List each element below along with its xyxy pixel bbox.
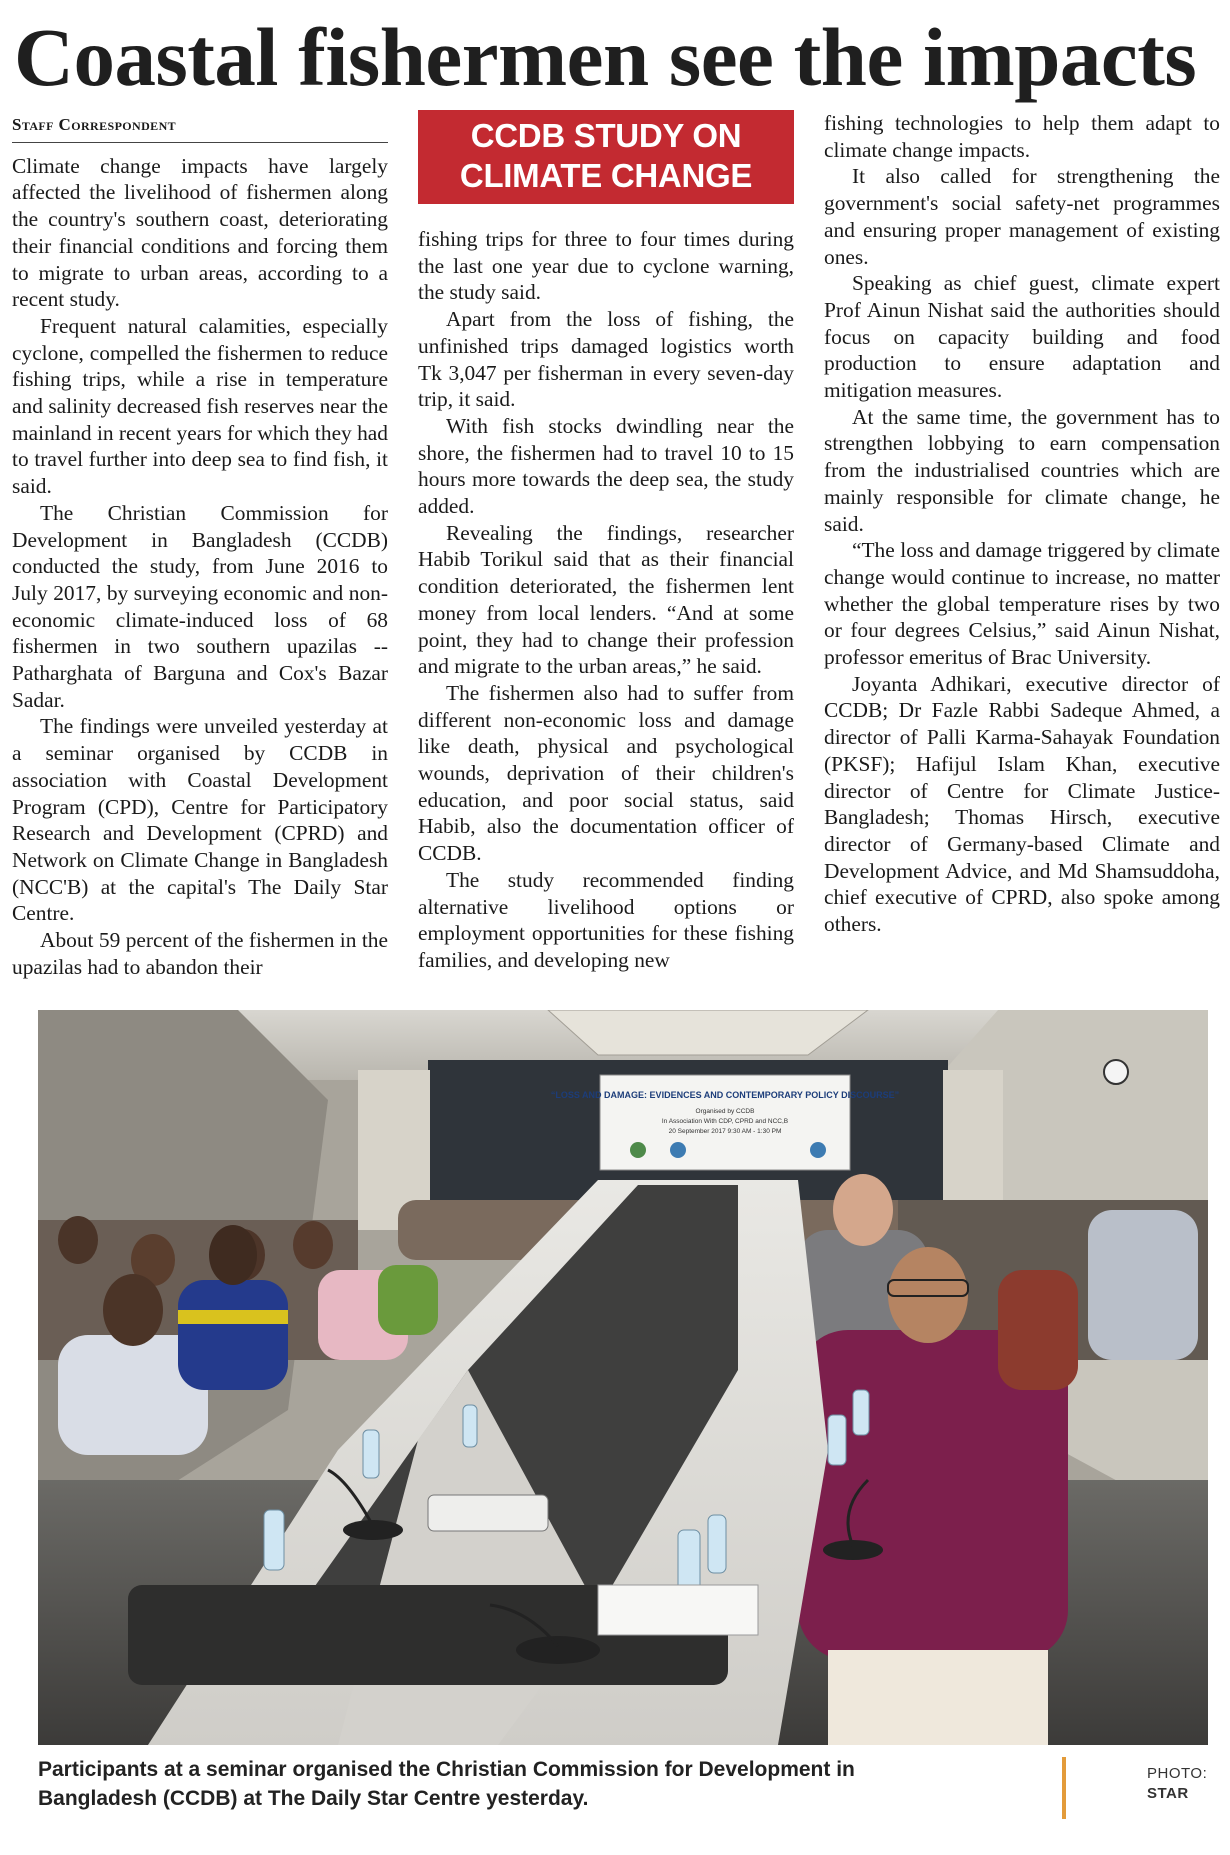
paragraph: Apart from the loss of fishing, the unfinished trips damaged logistics worth Tk 3,047 per fisherman in every seven-day trip, it said. bbox=[418, 307, 794, 412]
article-column-3 bbox=[824, 110, 1220, 938]
kicker-line-1: CCDB STUDY ON bbox=[470, 117, 742, 154]
banner-line-2: In Association With CDP, CPRD and NCC,B bbox=[661, 1118, 789, 1125]
byline: Staff Correspondent bbox=[12, 112, 388, 143]
article-column-1 bbox=[12, 110, 388, 981]
paragraph: fishing technologies to help them adapt to climate change impacts. bbox=[824, 111, 1220, 162]
paragraph: At the same time, the government has to strengthen lobbying to earn compensation from the industrialised countries which are mainly responsible for climate change, he said. bbox=[824, 404, 1220, 536]
paragraph: The fishermen also had to suffer from different non-economic loss and damage like death, physical and psychological wounds, deprivation of their children's education, and poor social status, said Habib, also the documentation officer of CCDB. bbox=[418, 680, 794, 866]
banner-title: “LOSS AND DAMAGE: EVIDENCES AND CONTEMPORARY POLICY DISCOURSE” bbox=[550, 1090, 900, 1100]
paragraph: The study recommended finding alternative livelihood options or employment opportunities for these fishing families, and developing new bbox=[418, 867, 794, 972]
headline: Coastal fishermen see the impacts bbox=[14, 11, 1197, 103]
paragraph: fishing trips for three to four times during the last one year due to cyclone warning, the study said. bbox=[418, 227, 794, 305]
paragraph: Frequent natural calamities, especially cyclone, compelled the fishermen to reduce fishing trips, while a rise in temperature and salinity decreased fish reserves near the mainland in recent years for which they had to travel further into deep sea to find fish, it said. bbox=[12, 313, 388, 499]
kicker-box bbox=[418, 110, 794, 204]
article-column-2 bbox=[418, 110, 794, 974]
seminar-photo-illustration bbox=[38, 1010, 1208, 1745]
credit-divider bbox=[1062, 1757, 1066, 1819]
kicker-line-2: CLIMATE CHANGE bbox=[459, 157, 753, 194]
paragraph: Joyanta Adhikari, executive director of CCDB; Dr Fazle Rabbi Sadeque Ahmed, a director of Palli Karma-Sahayak Foundation (PKSF); Hafijul Islam Khan, executive director of Centre for Climate Justice-Bangladesh; Thomas Hirsch, executive director of Germany-based Climate and Development Advice, and Md Shamsuddoha, chief executive of CPRD, also spoke among others. bbox=[824, 671, 1220, 937]
photo-credit-source: STAR bbox=[1147, 1785, 1189, 1802]
paragraph: The Christian Commission for Development in Bangladesh (CCDB) conducted the study, from June 2016 to July 2017, by surveying economic and non-economic climate-induced loss of 68 fishermen in two southern upazilas -- Patharghata of Barguna and Cox's Bazar Sadar. bbox=[12, 500, 388, 712]
photo-credit bbox=[1147, 1764, 1227, 1804]
paragraph: About 59 percent of the fishermen in the upazilas had to abandon their bbox=[12, 928, 388, 979]
banner-line-1: Organised by CCDB bbox=[695, 1108, 755, 1115]
photo-credit-label: PHOTO: bbox=[1147, 1765, 1208, 1782]
paragraph: “The loss and damage triggered by climate change would continue to increase, no matter whether the global temperature rises by two or four degrees Celsius,” said Ainun Nishat, professor emeritus of Brac University. bbox=[824, 538, 1220, 670]
paragraph: Speaking as chief guest, climate expert Prof Ainun Nishat said the authorities should focus on capacity building and food production to ensure adaptation and mitigation measures. bbox=[824, 271, 1220, 403]
seminar-photo bbox=[38, 1010, 1208, 1745]
paragraph: The findings were unveiled yesterday at a seminar organised by CCDB in association with Coastal Development Program (CPD), Centre for Participatory Research and Development (CPRD) and Network on Climate Change in Bangladesh (NCC'B) at the capital's The Daily Star Centre. bbox=[12, 714, 388, 926]
paragraph: It also called for strengthening the government's social safety-net programmes and ensuring proper management of existing ones. bbox=[824, 164, 1220, 269]
paragraph: Climate change impacts have largely affected the livelihood of fishermen along the country's southern coast, deteriorating their financial conditions and forcing them to migrate to urban areas, according to a recent study. bbox=[12, 153, 388, 312]
paragraph: Revealing the findings, researcher Habib Torikul said that as their financial condition deteriorated, the fishermen lent money from local lenders. “And at some point, they had to change their profession and migrate to the urban areas,” he said. bbox=[418, 520, 794, 679]
photo-caption: Participants at a seminar organised the Christian Commission for Development in Bangladesh (CCDB) at The Daily Star Centre yesterday. bbox=[38, 1758, 855, 1810]
banner-line-3: 20 September 2017 9:30 AM - 1:30 PM bbox=[668, 1128, 782, 1135]
paragraph: With fish stocks dwindling near the shore, the fishermen had to travel 10 to 15 hours more towards the deep sea, the study added. bbox=[418, 413, 794, 519]
